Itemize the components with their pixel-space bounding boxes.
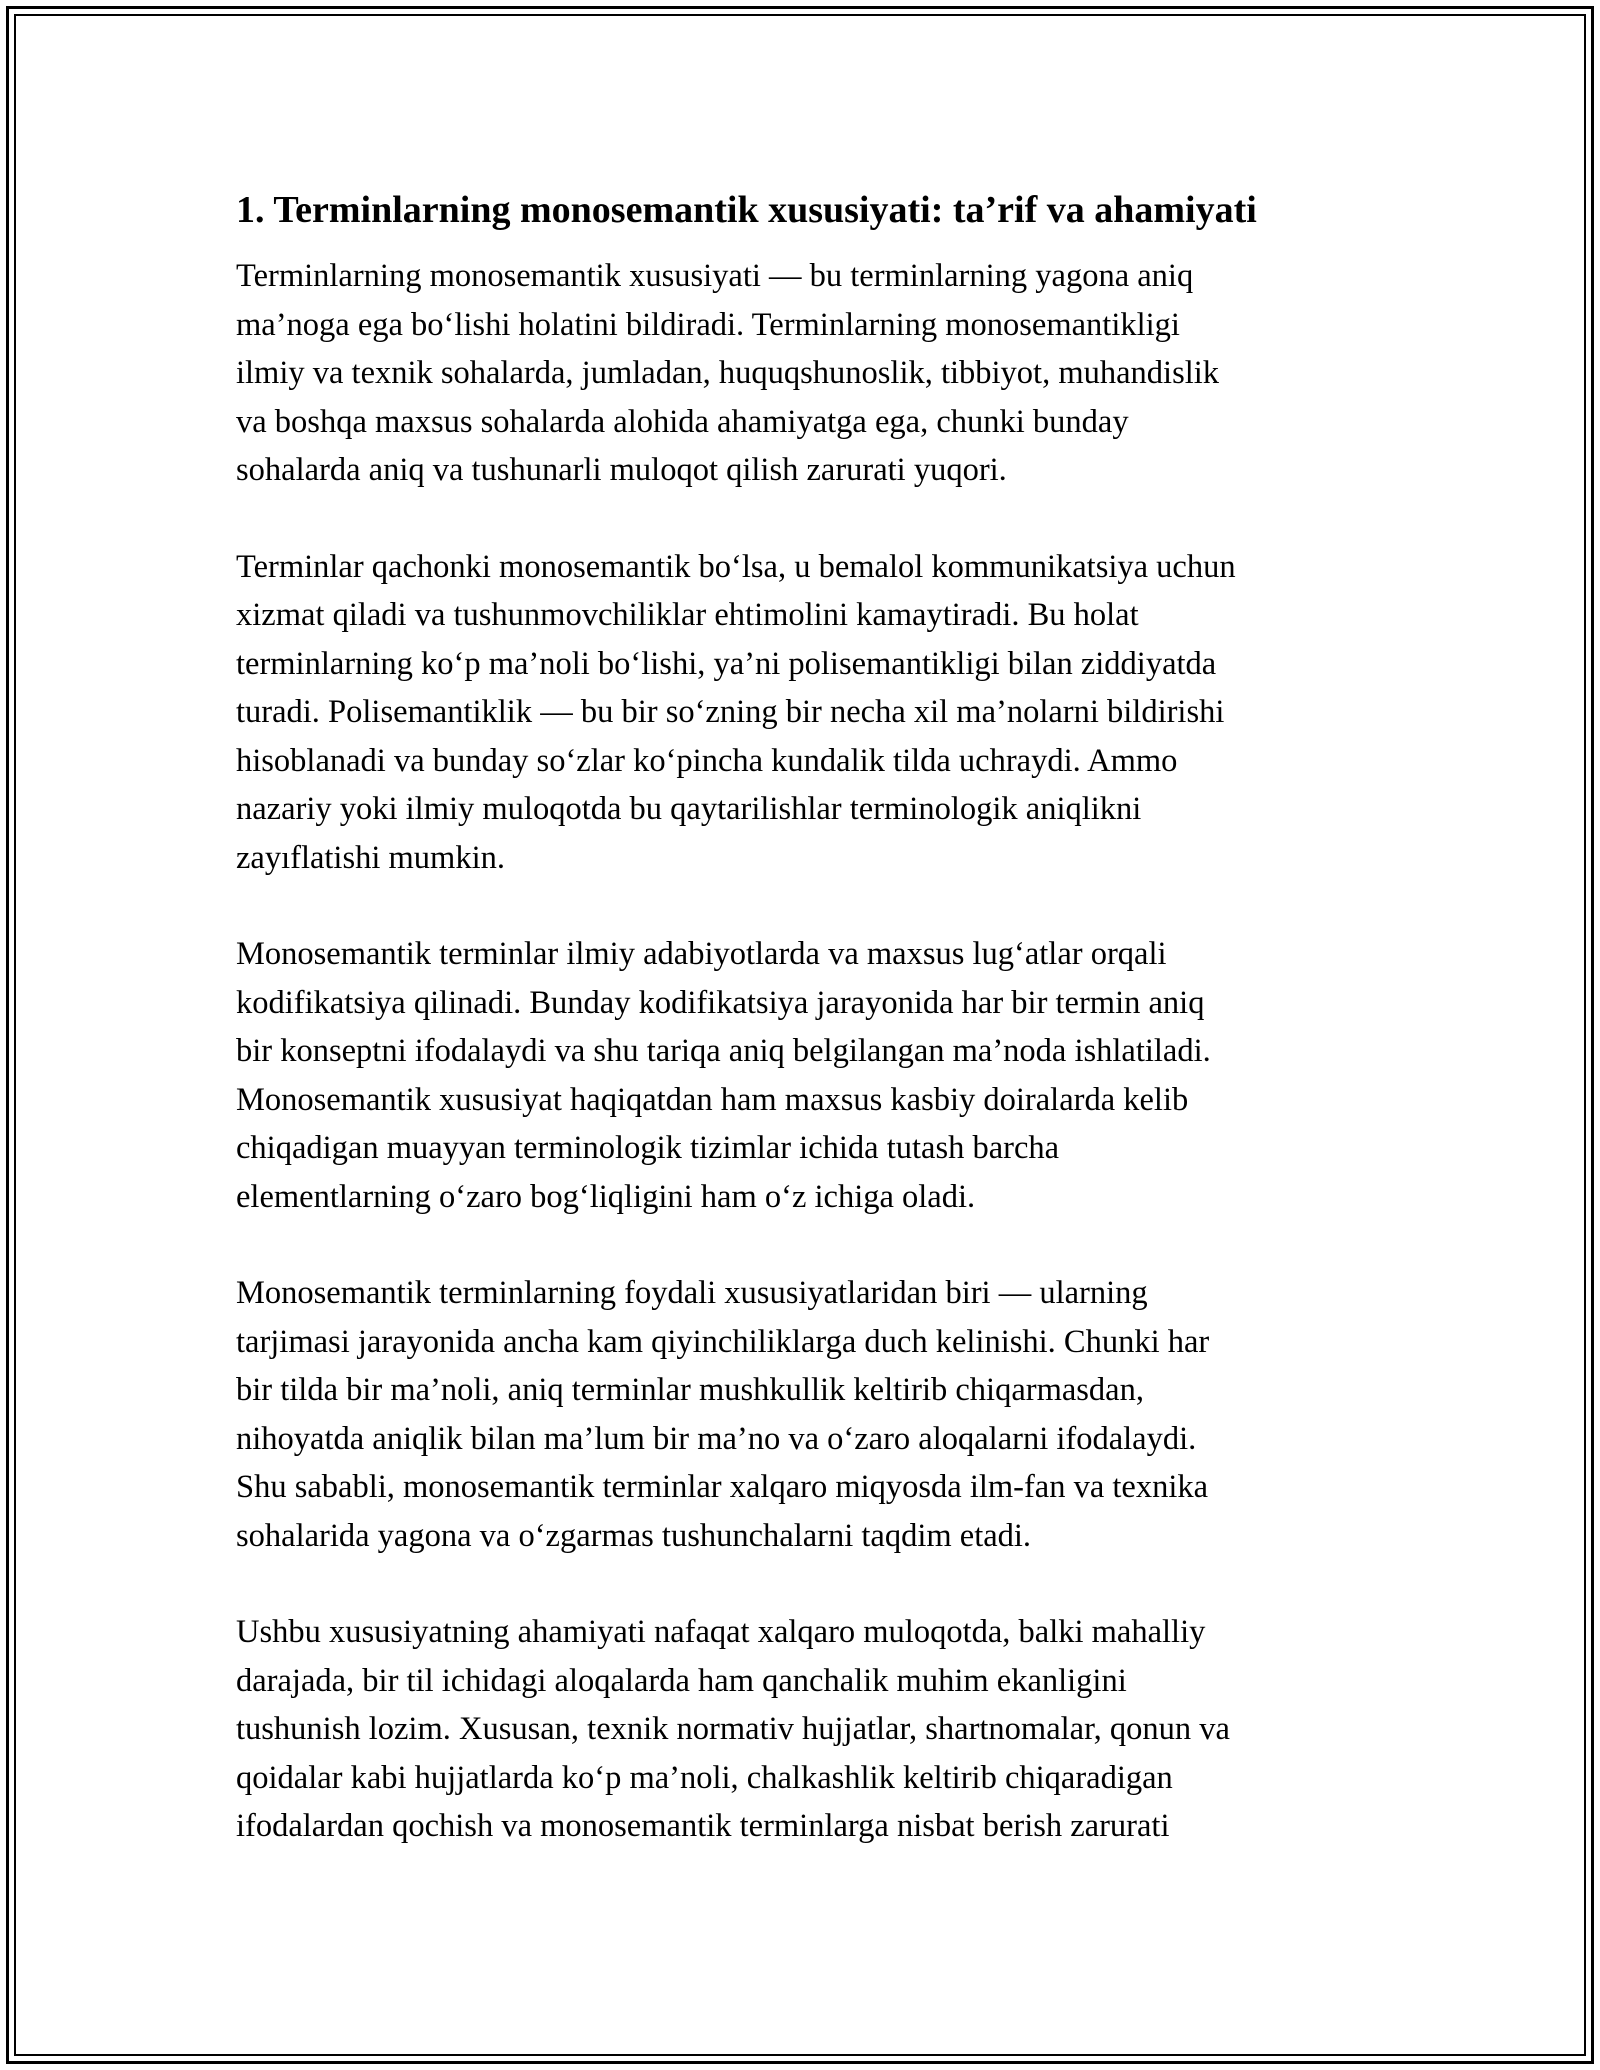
paragraph-line: chiqadigan muayyan terminologik tizimlar ichida tutash barcha (236, 1130, 1060, 1166)
paragraph-line: Monosemantik terminlarning foydali xususiyatlaridan biri — ularning (236, 1275, 1148, 1311)
paragraph-2 (236, 543, 1376, 883)
paragraph-line: Monosemantik terminlar ilmiy adabiyotlarda va maxsus lug‘atlar orqali (236, 936, 1167, 972)
paragraph-line: darajada, bir til ichidagi aloqalarda ham qanchalik muhim ekanligini (236, 1662, 1127, 1699)
paragraph-3 (236, 930, 1376, 1221)
paragraph-line: Shu sababli, monosemantik terminlar xalqaro miqyosda ilm-fan va texnika (236, 1469, 1209, 1505)
paragraph-line: zayıflatishi mumkin. (236, 839, 505, 876)
paragraph-line: bir konseptni ifodalaydi va shu tariqa aniq belgilangan ma’noda ishlatiladi. (236, 1033, 1211, 1069)
paragraph-line: bir tilda bir ma’noli, aniq terminlar mushkullik keltirib chiqarmasdan, (236, 1372, 1144, 1408)
paragraph-line: Monosemantik xususiyat haqiqatdan ham maxsus kasbiy doiralarda kelib (236, 1081, 1189, 1118)
paragraph-container (236, 252, 1376, 1851)
paragraph-line: kodifikatsiya qilinadi. Bunday kodifikatsiya jarayonida har bir termin aniq (236, 984, 1205, 1021)
paragraph-line: elementlarning o‘zaro bog‘liqligini ham o‘z ichiga oladi. (236, 1178, 976, 1215)
paragraph-line: qoidalar kabi hujjatlarda ko‘p ma’noli, chalkashlik keltirib chiqaradigan (236, 1759, 1173, 1796)
paragraph-line: ilmiy va texnik sohalarda, jumladan, huquqshunoslik, tibbiyot, muhandislik (236, 355, 1220, 391)
paragraph-5 (236, 1608, 1376, 1851)
paragraph-line: nihoyatda aniqlik bilan ma’lum bir ma’no va o‘zaro aloqalarni ifodalaydi. (236, 1420, 1197, 1457)
paragraph-line: xizmat qiladi va tushunmovchiliklar ehtimolini kamaytiradi. Bu holat (236, 597, 1139, 633)
paragraph-line: terminlarning ko‘p ma’noli bo‘lishi, ya’ni polisemantikligi bilan ziddiyatda (236, 645, 1217, 682)
paragraph-line: Ushbu xususiyatning ahamiyati nafaqat xalqaro muloqotda, balki mahalliy (236, 1614, 1206, 1650)
paragraph-line: hisoblanadi va bunday so‘zlar ko‘pincha kundalik tilda uchraydi. Ammo (236, 742, 1178, 779)
paragraph-line: va boshqa maxsus sohalarda alohida ahamiyatga ega, chunki bunday (236, 403, 1129, 440)
paragraph-line: Terminlar qachonki monosemantik bo‘lsa, u bemalol kommunikatsiya uchun (236, 548, 1236, 585)
paragraph-line: ma’noga ega bo‘lishi holatini bildiradi. Terminlarning monosemantikligi (236, 306, 1180, 343)
document-body (236, 186, 1376, 1899)
paragraph-1 (236, 252, 1376, 495)
paragraph-line: sohalarida yagona va o‘zgarmas tushunchalarni taqdim etadi. (236, 1517, 1032, 1554)
paragraph-line: turadi. Polisemantiklik — bu bir so‘zning bir necha xil ma’nolarni bildirishi (236, 694, 1225, 730)
paragraph-line: Terminlarning monosemantik xususiyati — bu terminlarning yagona aniq (236, 258, 1194, 294)
paragraph-line: ifodalardan qochish va monosemantik terminlarga nisbat berish zarurati (236, 1808, 1170, 1844)
paragraph-line: tushunish lozim. Xususan, texnik normativ hujjatlar, shartnomalar, qonun va (236, 1711, 1230, 1747)
paragraph-line: sohalarda aniq va tushunarli muloqot qilish zarurati yuqori. (236, 452, 1007, 488)
paragraph-4 (236, 1269, 1376, 1560)
paragraph-line: tarjimasi jarayonida ancha kam qiyinchiliklarga duch kelinishi. Chunki har (236, 1323, 1210, 1360)
section-heading: 1. Terminlarning monosemantik xususiyati: ta’rif va ahamiyati (236, 189, 1257, 231)
paragraph-line: nazariy yoki ilmiy muloqotda bu qaytarilishlar terminologik aniqlikni (236, 791, 1142, 827)
